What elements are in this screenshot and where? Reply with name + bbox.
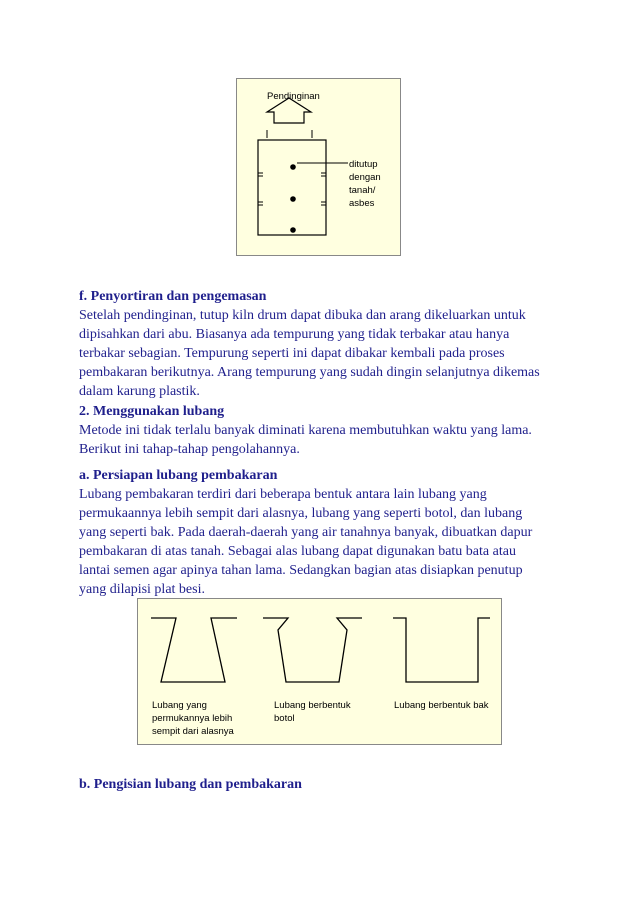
kiln-drum-figure <box>236 78 401 256</box>
section-heading: a. Persiapan lubang pembakaran <box>79 468 278 483</box>
paragraph-line: yang dilapisi plat besi. <box>79 582 205 597</box>
paragraph-line: permukaannya lebih sempit dari alasnya, lubang yang seperti botol, dan lubang <box>79 506 523 521</box>
section-b <box>79 775 579 794</box>
paragraph-line: Berikut ini tahap-tahap pengolahannya. <box>79 442 300 457</box>
paragraph-line: dalam karung plastik. <box>79 384 200 399</box>
bottle-pit-label: Lubang berbentuk botol <box>274 700 351 724</box>
air-hole <box>290 164 296 170</box>
section-heading: b. Pengisian lubang dan pembakaran <box>79 777 302 792</box>
pit-shapes-figure <box>137 598 502 745</box>
paragraph-line: Metode ini tidak terlalu banyak diminati karena membutuhkan waktu yang lama. <box>79 423 532 438</box>
cover-label: ditutup dengan tanah/ asbes <box>349 159 381 209</box>
section-f <box>79 287 579 401</box>
narrow-top-pit-label: Lubang yang permukannya lebih sempit dari alasnya <box>152 700 234 737</box>
narrow-top-pit <box>151 618 237 682</box>
paragraph-line: Lubang pembakaran terdiri dari beberapa bentuk antara lain lubang yang <box>79 487 487 502</box>
drum-body <box>258 140 326 235</box>
section-a <box>79 466 579 599</box>
tub-pit-label: Lubang berbentuk bak <box>394 700 489 711</box>
air-hole <box>290 227 296 233</box>
air-hole <box>290 196 296 202</box>
bottle-pit <box>263 618 362 682</box>
cooling-label: Pendinginan <box>267 91 320 102</box>
section-heading: 2. Menggunakan lubang <box>79 404 225 419</box>
paragraph-line: Setelah pendinginan, tutup kiln drum dapat dibuka dan arang dikeluarkan untuk <box>79 308 526 323</box>
paragraph-line: dipisahkan dari abu. Biasanya ada tempurung yang tidak terbakar atau hanya <box>79 327 510 342</box>
section-2 <box>79 402 579 459</box>
paragraph-line: terbakar sebagian. Tempurung seperti ini dapat dibakar kembali pada proses <box>79 346 505 361</box>
paragraph-line: yang seperti bak. Pada daerah-daerah yang air tanahnya banyak, dibuatkan dapur <box>79 525 533 540</box>
tub-pit <box>393 618 490 682</box>
paragraph-line: pembakaran berikutnya. Arang tempurung yang sudah dingin selanjutnya dikemas <box>79 365 540 380</box>
paragraph-line: lantai semen agar apinya tahan lama. Sedangkan bagian atas disiapkan penutup <box>79 563 523 578</box>
section-heading: f. Penyortiran dan pengemasan <box>79 289 267 304</box>
paragraph-line: pembakaran di atas tanah. Sebagai alas lubang dapat digunakan batu bata atau <box>79 544 516 559</box>
